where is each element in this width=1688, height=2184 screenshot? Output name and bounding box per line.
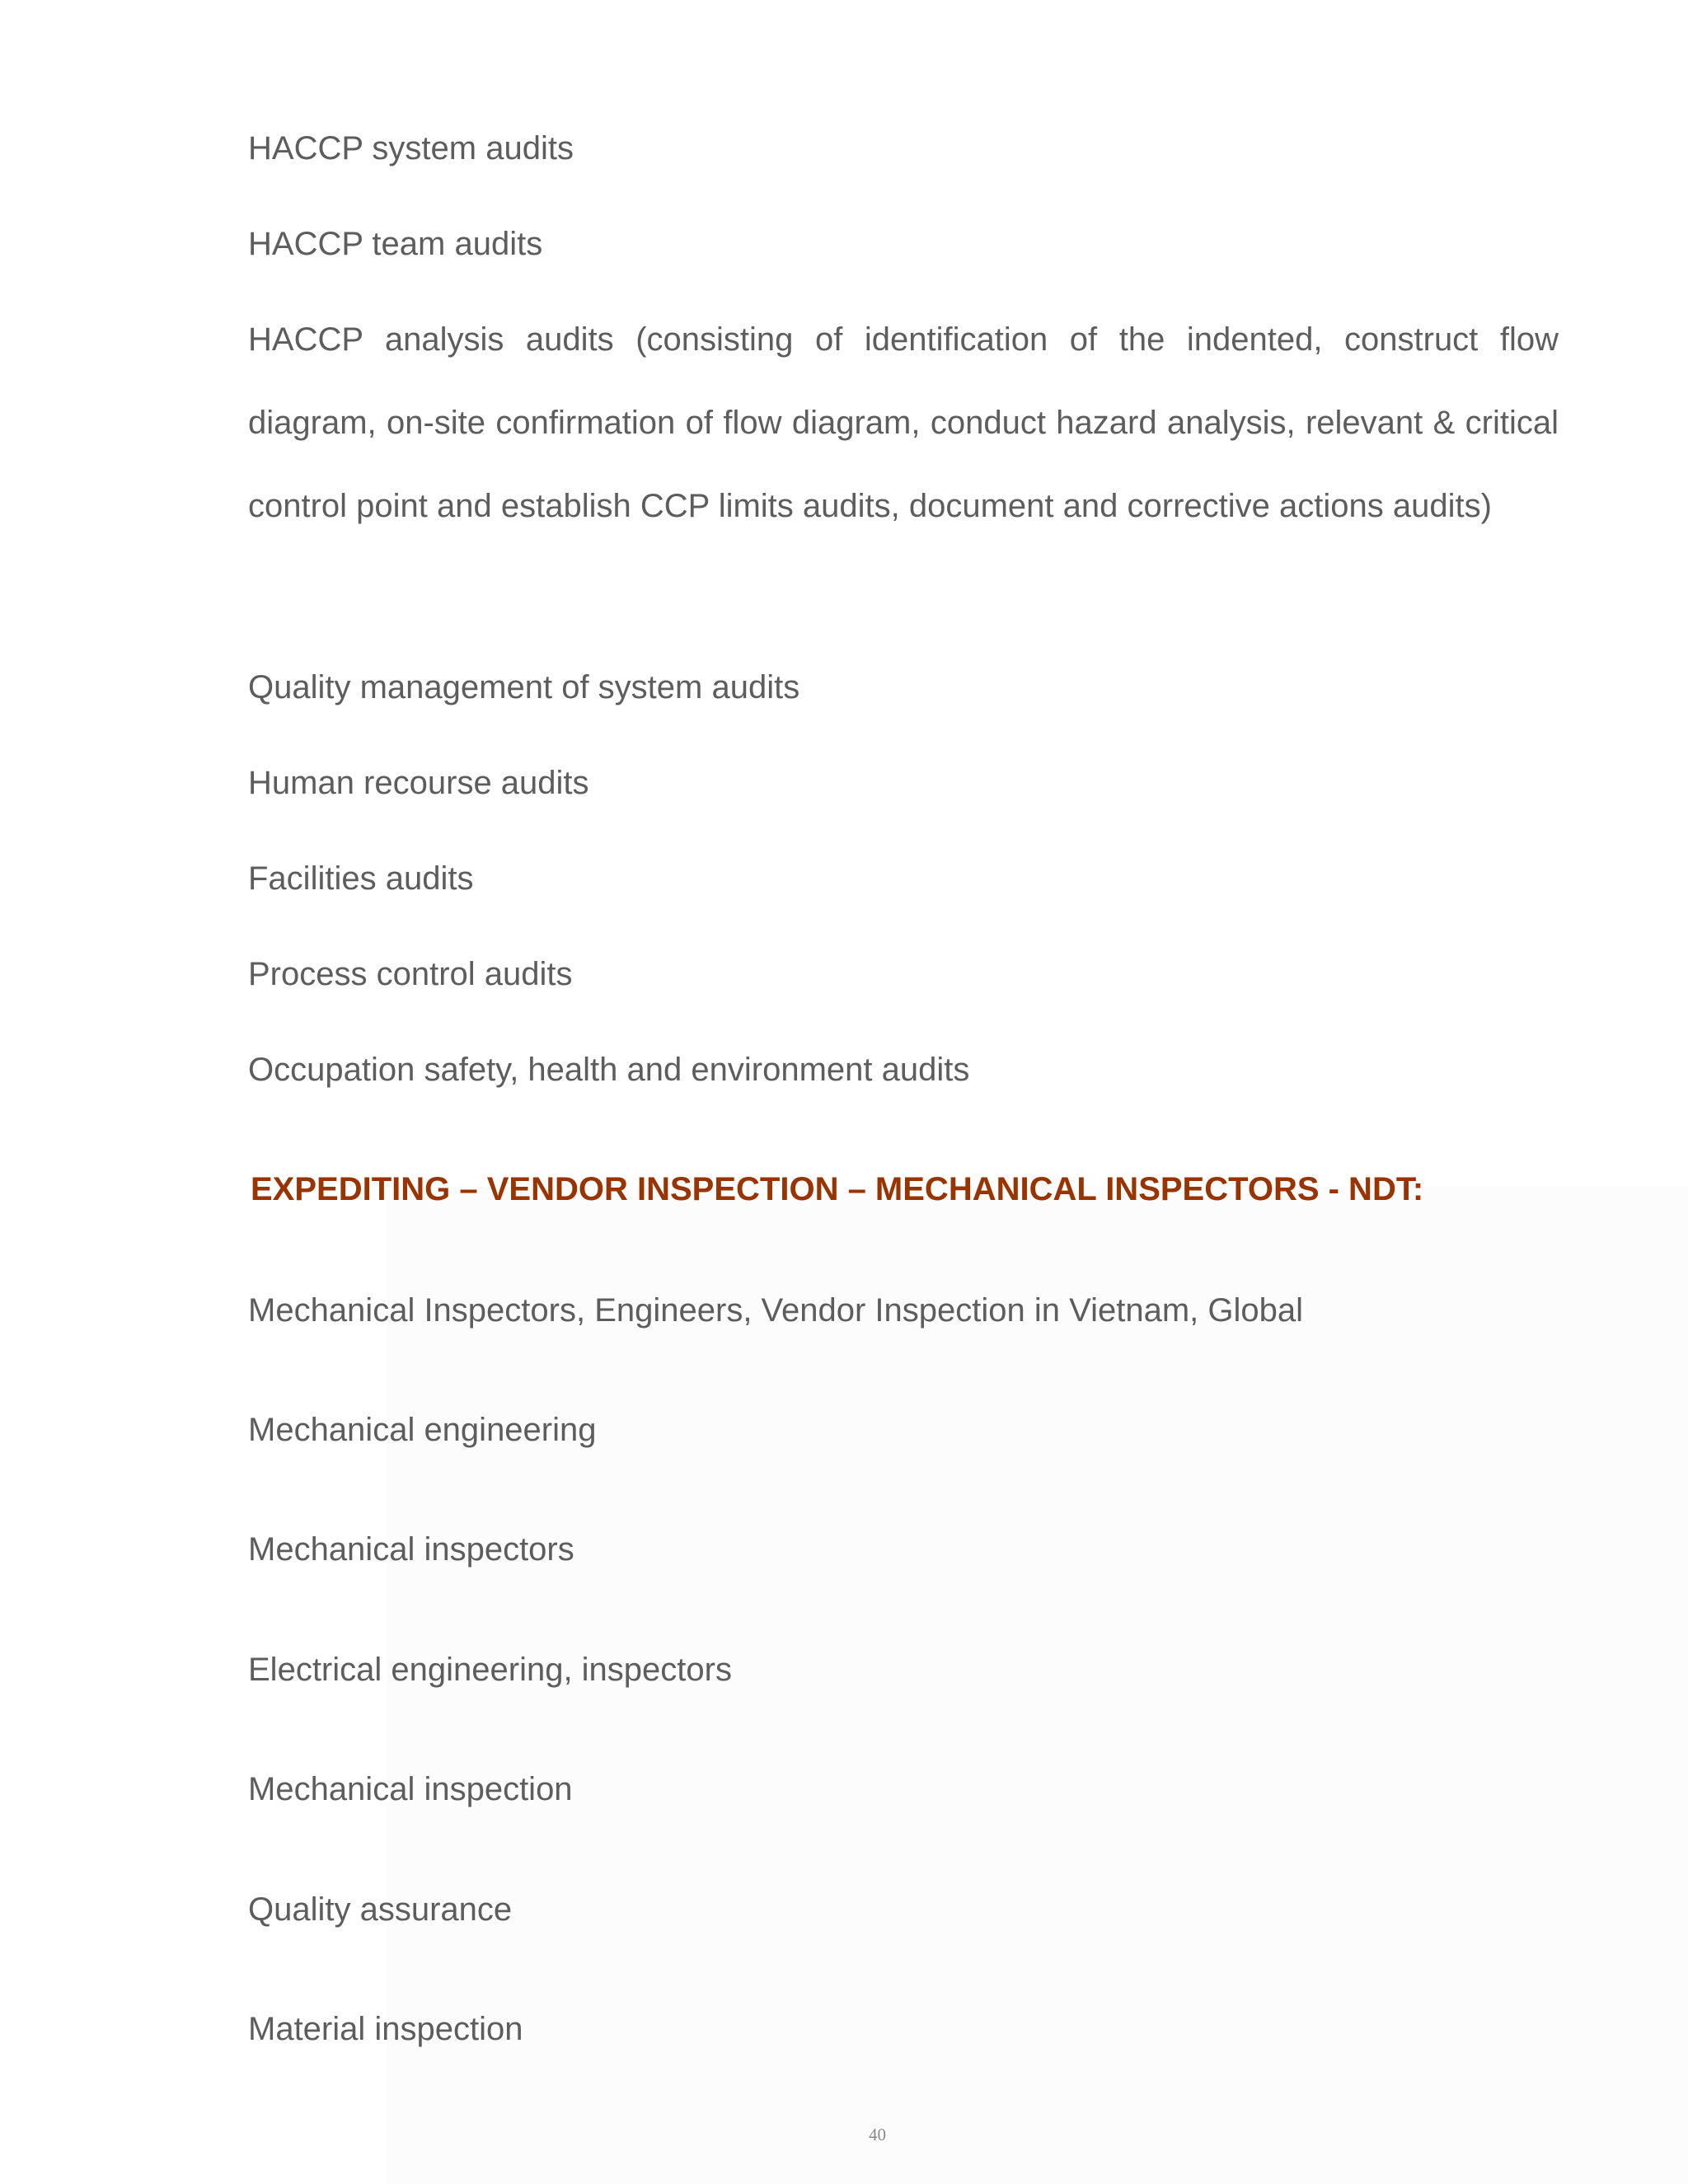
haccp-analysis-paragraph: HACCP analysis audits (consisting of identification of the indented, construct flow diagram, on-site confirmation of flow diagram, conduct hazard analysis, relevant & critical control point and establish CCP limits audits, document and corrective actions audits) [248, 321, 1559, 524]
section-heading: EXPEDITING – VENDOR INSPECTION – MECHANICAL INSPECTORS - NDT: [251, 1171, 1424, 1207]
inspection-item-mechanical-engineering: Mechanical engineering [248, 1412, 597, 1448]
audit-item-occupation-safety: Occupation safety, health and environment audits [248, 1052, 970, 1088]
inspection-item-material-inspection: Material inspection [248, 2011, 523, 2047]
audit-item-process-control: Process control audits [248, 956, 573, 992]
audit-item-haccp-team: HACCP team audits [248, 226, 543, 262]
inspection-item-electrical-engineering: Electrical engineering, inspectors [248, 1652, 732, 1688]
audit-item-quality-management: Quality management of system audits [248, 669, 800, 705]
page-number: 40 [869, 2125, 886, 2144]
audit-item-haccp-system: HACCP system audits [248, 130, 574, 166]
inspection-item-mechanical-inspectors: Mechanical inspectors [248, 1531, 574, 1568]
inspection-item-mechanical-inspection: Mechanical inspection [248, 1771, 573, 1807]
audit-item-human-recourse: Human recourse audits [248, 765, 589, 801]
audit-item-facilities: Facilities audits [248, 860, 474, 897]
inspection-item-mechanical-inspectors-vietnam: Mechanical Inspectors, Engineers, Vendor Inspection in Vietnam, Global [248, 1292, 1303, 1329]
inspection-item-quality-assurance: Quality assurance [248, 1891, 513, 1928]
